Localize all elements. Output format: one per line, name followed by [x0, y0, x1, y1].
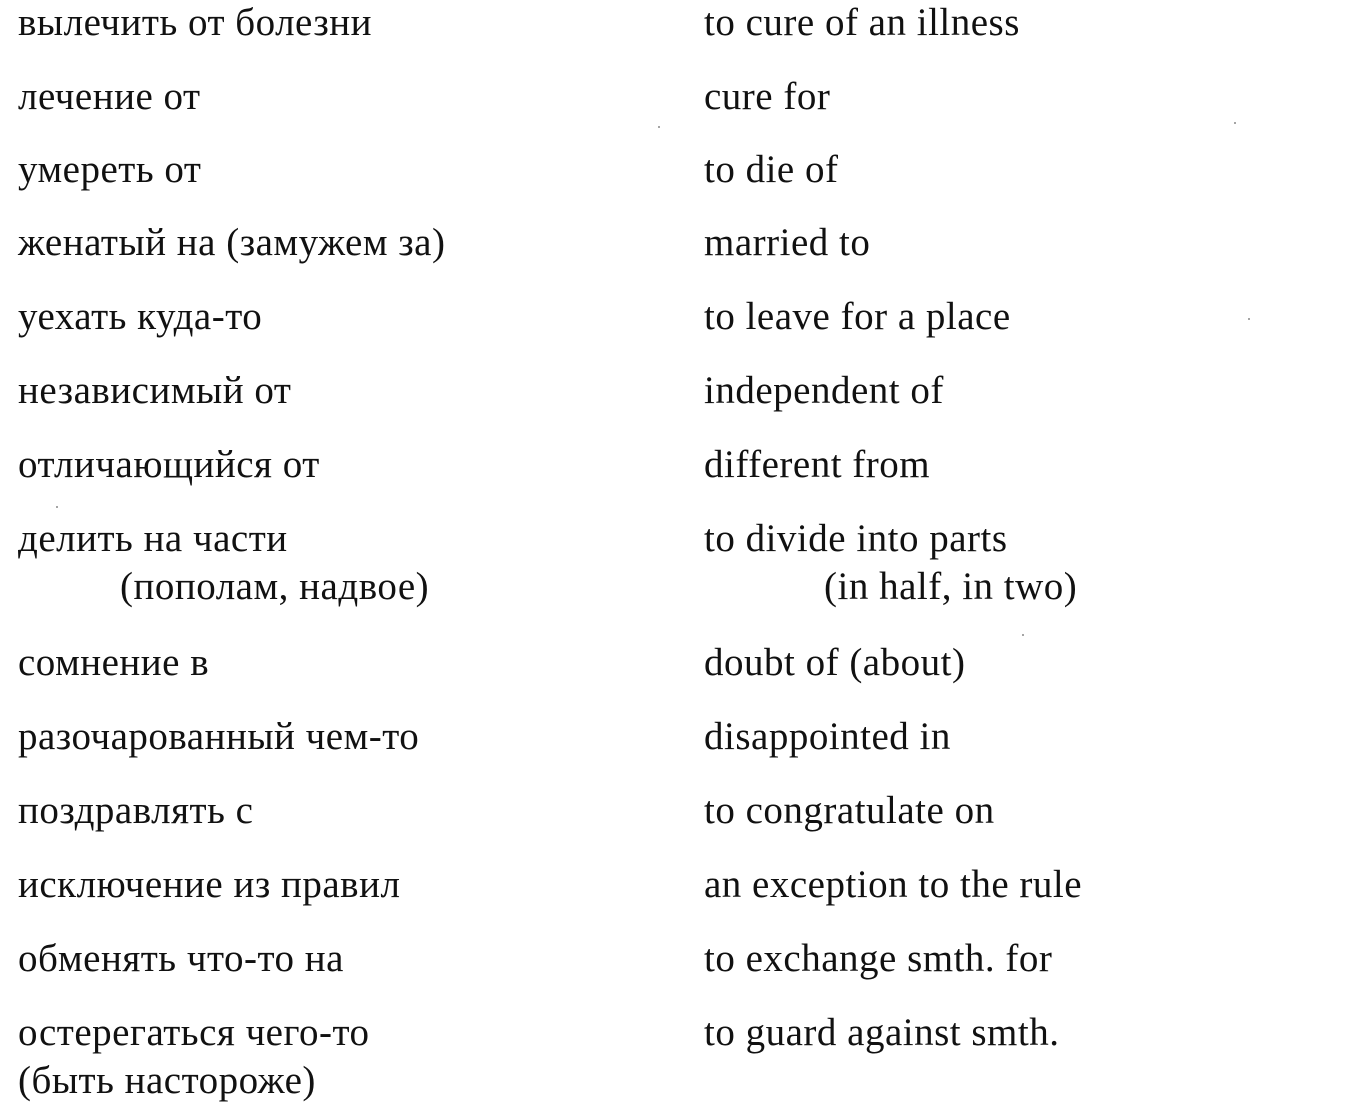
russian-term: [18, 147, 201, 193]
scan-speck: [1234, 122, 1236, 124]
scan-speck: [658, 126, 660, 128]
russian-term-text: исключение из правил: [18, 863, 401, 906]
scan-speck: [1022, 634, 1024, 636]
russian-term: [18, 516, 429, 610]
english-term-text: different from: [704, 443, 931, 486]
english-term: [704, 936, 1052, 982]
russian-term: [18, 74, 201, 120]
russian-term-text: женатый на (замужем за): [18, 221, 446, 264]
russian-term: [18, 714, 419, 760]
english-term-text: to die of: [704, 148, 839, 191]
english-term: [704, 788, 995, 834]
english-term-text: to guard against smth.: [704, 1011, 1060, 1054]
english-term: [704, 74, 830, 120]
scan-speck: [56, 506, 58, 508]
english-term: [704, 0, 1020, 46]
russian-term: [18, 936, 344, 982]
russian-term-text: отличающийся от: [18, 443, 320, 486]
english-term-text: disappointed in: [704, 715, 951, 758]
english-term: [704, 294, 1011, 340]
russian-term-text: остерегаться чего-то: [18, 1011, 370, 1054]
russian-term-text: независимый от: [18, 369, 292, 412]
russian-term: [18, 294, 262, 340]
russian-term-text: уехать куда-то: [18, 295, 263, 338]
russian-term: [18, 220, 445, 266]
russian-term-text: обменять что-то на: [18, 937, 344, 980]
english-term-text: married to: [704, 221, 871, 264]
russian-term-note: (пополам, надвое): [120, 565, 430, 608]
english-term: [704, 640, 965, 686]
english-term: [704, 442, 930, 488]
russian-term: [18, 640, 209, 686]
english-term-text: to congratulate on: [704, 789, 995, 832]
english-term-text: independent of: [704, 369, 944, 412]
russian-term: [18, 788, 253, 834]
english-term-text: to leave for a place: [704, 295, 1011, 338]
russian-term-text: поздравлять с: [18, 789, 254, 832]
english-term: [704, 516, 1077, 610]
english-term-text: to cure of an illness: [704, 1, 1020, 44]
russian-term: [18, 862, 400, 908]
english-term-text: to exchange smth. for: [704, 937, 1053, 980]
english-term: [704, 714, 951, 760]
russian-term: [18, 368, 291, 414]
russian-term: [18, 442, 320, 488]
russian-term-text: вылечить от болезни: [18, 1, 372, 44]
english-term: [704, 862, 1082, 908]
english-term-text: cure for: [704, 75, 831, 118]
english-term-note: (in half, in two): [824, 565, 1078, 608]
russian-term-text: лечение от: [18, 75, 201, 118]
russian-term-text: умереть от: [18, 148, 202, 191]
english-term: [704, 1010, 1059, 1056]
russian-term-text: разочарованный чем-то: [18, 715, 420, 758]
russian-term-text: делить на части: [18, 517, 288, 560]
english-term: [704, 220, 870, 266]
english-term-text: doubt of (about): [704, 641, 966, 684]
russian-term: [18, 1010, 370, 1104]
english-term-text: an exception to the rule: [704, 863, 1083, 906]
english-term: [704, 147, 838, 193]
english-term: [704, 368, 944, 414]
russian-term: [18, 0, 372, 46]
scan-speck: [1248, 318, 1250, 320]
russian-term-text: сомнение в: [18, 641, 210, 684]
english-term-text: to divide into parts: [704, 517, 1008, 560]
russian-term-note: (быть настороже): [18, 1059, 316, 1102]
